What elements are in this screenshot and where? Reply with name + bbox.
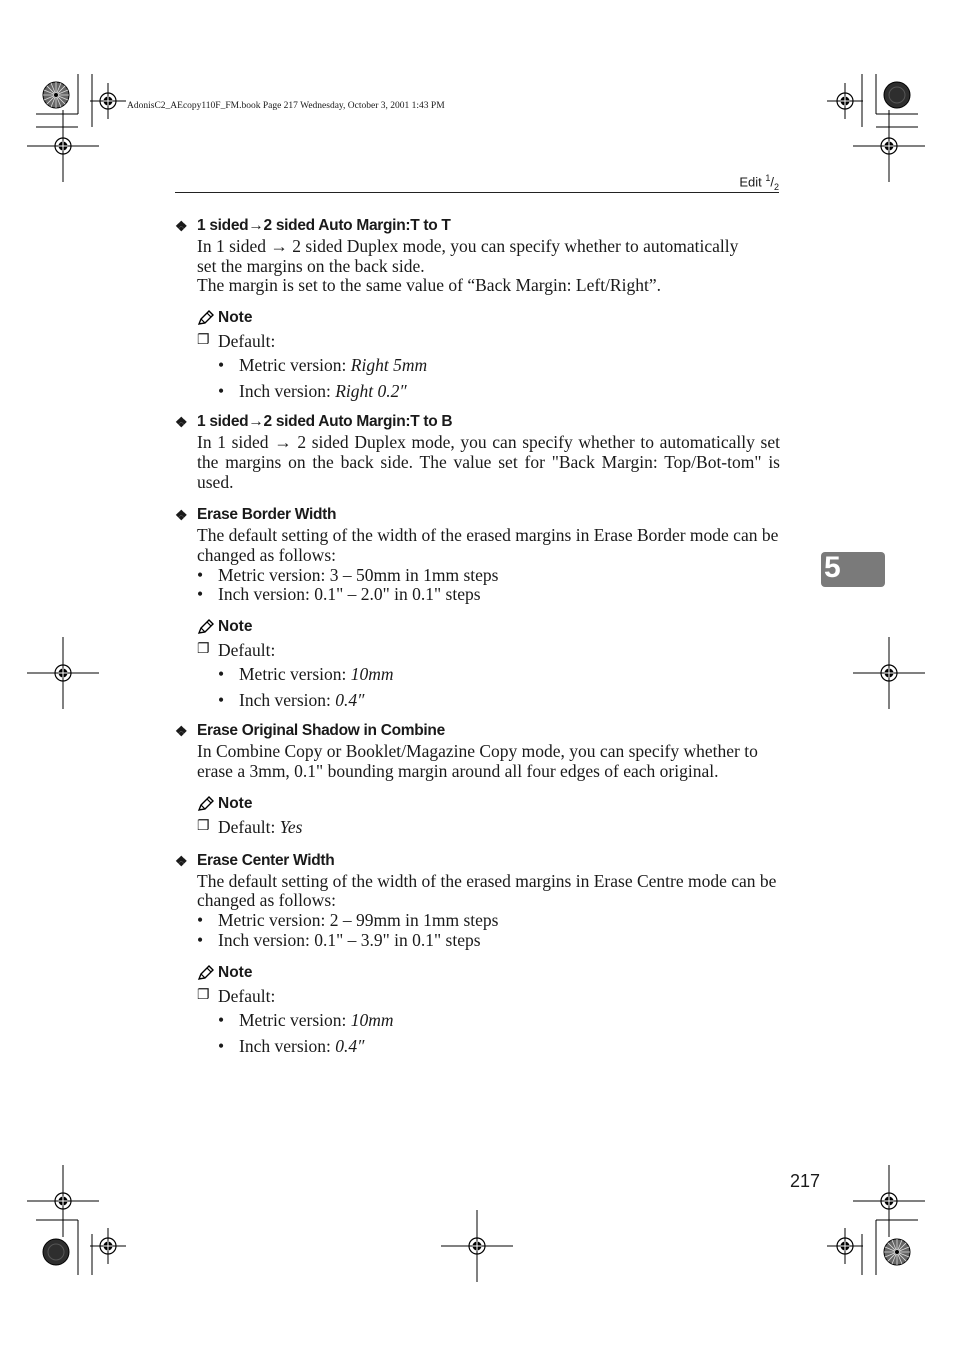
section-body: The default setting of the width of the erased margins in Erase Border mode can be changed as follows:	[197, 525, 779, 565]
main-content	[175, 215, 780, 1059]
list-item: • Metric version: 3 – 50mm in 1mm steps	[197, 564, 499, 585]
note-item: ❐ Default:	[197, 640, 276, 661]
color-target-icon	[43, 1239, 69, 1265]
pencil-note-icon	[197, 310, 215, 326]
header-rule	[175, 192, 779, 193]
color-target-icon	[884, 1239, 910, 1265]
registration-mark-icon	[27, 637, 99, 709]
diamond-bullet-icon: ❖	[175, 723, 188, 740]
list-item: • Inch version: 0.4″	[218, 690, 365, 711]
chapter-tab-number: 5	[824, 551, 841, 584]
registration-mark-icon	[27, 110, 99, 182]
diamond-bullet-icon: ❖	[175, 218, 188, 234]
section-body: In 1 sided → 2 sided Duplex mode, you can specify whether to automatically set the margins on the back side. The value set for "Back Margin: Top/Bot-tom" is used.	[197, 432, 780, 492]
section-heading: ❖ 1 sided → 2 sided Auto Margin:T to T	[175, 215, 780, 237]
section-body: In Combine Copy or Booklet/Magazine Copy mode, you can specify whether to erase a 3mm, 0.1" bounding margin around all four edges of each original.	[197, 741, 758, 781]
note-heading: Note	[197, 306, 780, 330]
header-fraction-numerator: 1	[765, 173, 771, 183]
list-item: • Inch version: 0.4″	[218, 1035, 365, 1056]
list-item: • Inch version: Right 0.2″	[218, 381, 407, 402]
diamond-bullet-icon: ❖	[175, 852, 188, 869]
section-body: The default setting of the width of the erased margins in Erase Centre mode can be changed as follows:	[197, 870, 777, 911]
header-title: Edit	[739, 174, 762, 190]
arrow-icon: →	[248, 413, 264, 431]
checkbox-square-icon: ❐	[197, 987, 210, 1003]
section-heading: ❖ Erase Original Shadow in Combine	[175, 720, 780, 742]
diamond-bullet-icon: ❖	[175, 414, 188, 431]
note-item: ❐ Default:	[197, 985, 276, 1006]
header-fraction-denominator: 2	[773, 181, 779, 192]
list-item: • Metric version: Right 5mm	[218, 355, 428, 376]
section-heading: ❖ Erase Border Width	[175, 504, 780, 526]
registration-mark-icon	[853, 110, 925, 182]
registration-mark-icon	[90, 1228, 126, 1264]
running-header: Edit $^1/_2$	[739, 173, 779, 192]
note-heading: Note	[197, 615, 780, 639]
checkbox-square-icon: ❐	[197, 333, 210, 349]
registration-mark-icon	[827, 1228, 863, 1264]
diamond-bullet-icon: ❖	[175, 507, 188, 524]
note-heading: Note	[197, 961, 780, 985]
arrow-icon: →	[248, 217, 264, 234]
list-item: • Metric version: 10mm	[218, 1009, 394, 1030]
section-body: In 1 sided → 2 sided Duplex mode, you can specify whether to automatically set the margins on the back side. The margin is set to the same value of “Back Margin: Left/Right”.	[197, 236, 739, 296]
note-item: ❐ Default: Yes	[197, 816, 303, 837]
pencil-note-icon	[197, 965, 215, 981]
color-target-icon	[884, 82, 910, 108]
list-item: • Metric version: 10mm	[218, 664, 394, 685]
checkbox-square-icon: ❐	[197, 818, 210, 834]
list-item: • Inch version: 0.1" – 2.0" in 0.1" steps	[197, 584, 481, 605]
note-item: ❐ Default:	[197, 331, 276, 352]
list-item: • Inch version: 0.1" – 3.9" in 0.1" steps	[197, 929, 481, 950]
section-heading: ❖ Erase Center Width	[175, 850, 780, 872]
checkbox-square-icon: ❐	[197, 642, 210, 658]
note-heading: Note	[197, 792, 780, 816]
page-number: 217	[790, 1171, 821, 1191]
pencil-note-icon	[197, 619, 215, 635]
registration-mark-icon	[90, 83, 126, 119]
list-item: • Metric version: 2 – 99mm in 1mm steps	[197, 910, 499, 931]
file-info-slug: AdonisC2_AEcopy110F_FM.book Page 217 Wednesday, October 3, 2001 1:43 PM	[127, 101, 445, 111]
pencil-note-icon	[197, 796, 215, 812]
section-heading: ❖ 1 sided → 2 sided Auto Margin:T to B	[175, 411, 780, 433]
registration-mark-icon	[853, 637, 925, 709]
registration-mark-icon	[853, 1165, 925, 1237]
registration-mark-icon	[441, 1210, 513, 1282]
registration-mark-icon	[827, 83, 863, 119]
registration-mark-icon	[27, 1165, 99, 1237]
color-target-icon	[43, 82, 69, 108]
chapter-tab	[821, 552, 885, 587]
